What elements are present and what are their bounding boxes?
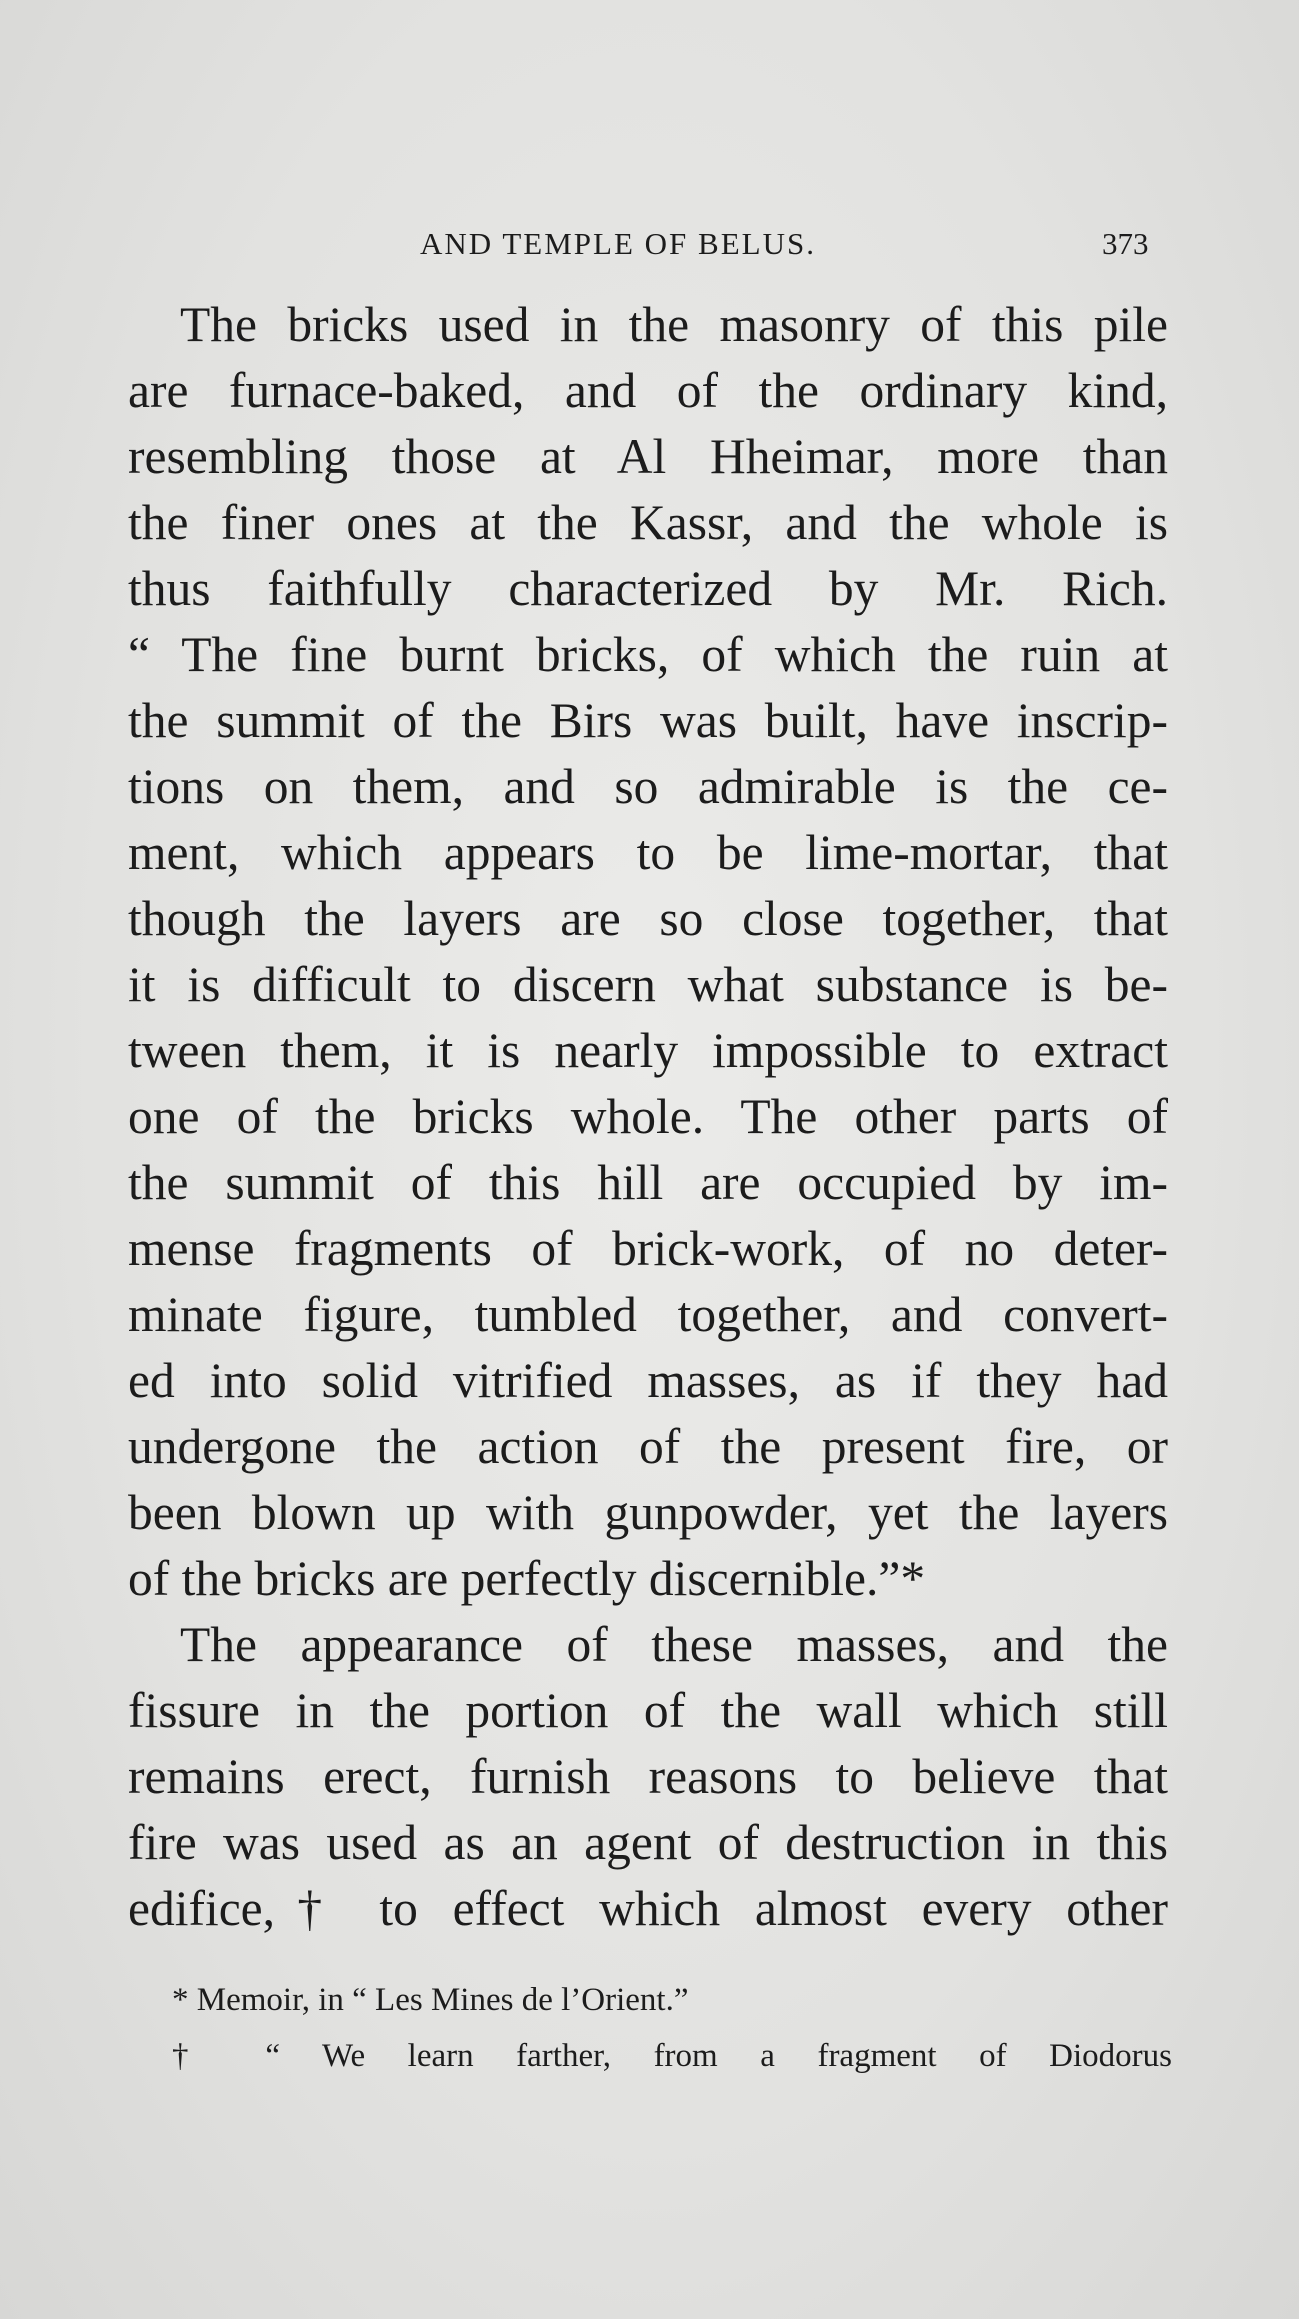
text-line: “ The fine burnt bricks, of which the ruin at [128,627,1168,682]
text-line: the summit of this hill are occupied by im- [128,1155,1168,1210]
text-line: the summit of the Birs was built, have inscrip- [128,693,1168,748]
text-line: of the bricks are perfectly discernible.”* [128,1551,926,1606]
body-text [128,292,1168,1942]
text-line: thus faithfully characterized by Mr. Rich. [128,561,1168,616]
running-title: AND TEMPLE OF BELUS. [420,226,816,261]
page-number: 373 [1102,226,1149,261]
text-line: the finer ones at the Kassr, and the whole is [128,495,1168,550]
footnote: * Memoir, in “ Les Mines de l’Orient.” [172,1982,689,2018]
text-line: tween them, it is nearly impossible to extract [128,1023,1168,1078]
text-line: The bricks used in the masonry of this pile [180,297,1168,352]
text-line: edifice,† to effect which almost every other [128,1881,1168,1936]
text-line: it is difficult to discern what substance is be- [128,957,1168,1012]
text-line: been blown up with gunpowder, yet the layers [128,1485,1168,1540]
text-line: fissure in the portion of the wall which still [128,1683,1168,1738]
text-line: minate figure, tumbled together, and convert- [128,1287,1168,1342]
text-line: resembling those at Al Hheimar, more than [128,429,1168,484]
running-head [0,226,1299,276]
text-line: remains erect, furnish reasons to believe that [128,1749,1168,1804]
text-line: are furnace-baked, and of the ordinary kind, [128,363,1168,418]
footnotes [172,1972,1172,2084]
text-line: fire was used as an agent of destruction in this [128,1815,1168,1870]
text-line: ment, which appears to be lime-mortar, that [128,825,1168,880]
footnote: † “ We learn farther, from a fragment of Diodorus [172,2038,1172,2074]
text-line: mense fragments of brick-work, of no deter- [128,1221,1168,1276]
text-line: one of the bricks whole. The other parts of [128,1089,1168,1144]
text-line: tions on them, and so admirable is the ce- [128,759,1168,814]
text-line: ed into solid vitrified masses, as if they had [128,1353,1168,1408]
text-line: though the layers are so close together, that [128,891,1168,946]
text-line: The appearance of these masses, and the [180,1617,1168,1672]
text-line: undergone the action of the present fire, or [128,1419,1168,1474]
